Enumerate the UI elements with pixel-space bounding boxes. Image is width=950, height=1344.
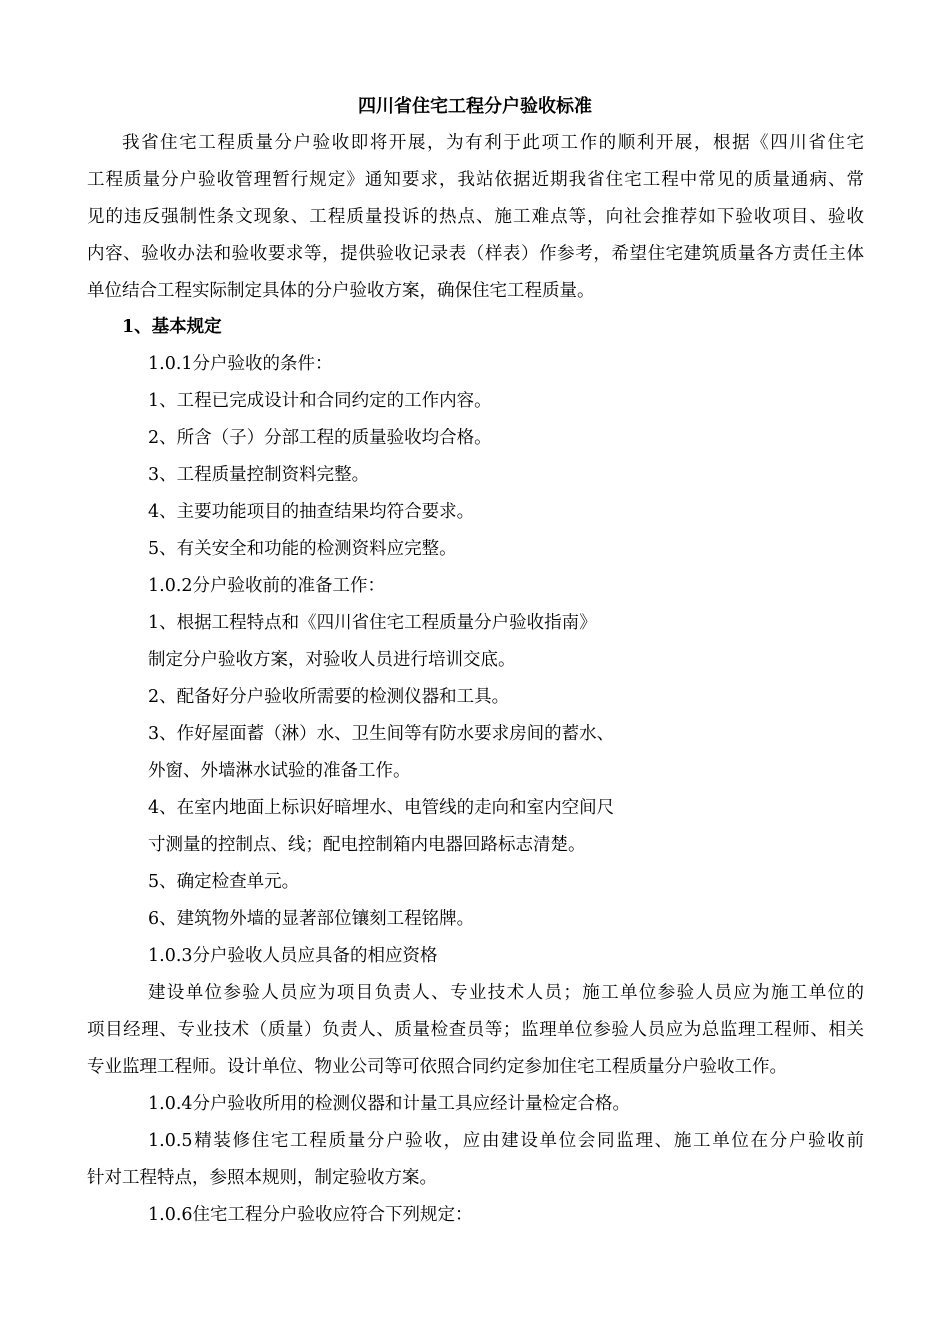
intro-line: 内容、验收办法和验收要求等，提供验收记录表（样表）作参考，希望住宅建筑质量各方责任主体 — [87, 244, 864, 264]
intro-line: 我省住宅工程质量分户验收即将开展，为有利于此项工作的顺利开展，根据《四川省住宅 — [122, 133, 864, 153]
intro-line: 单位结合工程实际制定具体的分户验收方案，确保住宅工程质量。 — [87, 281, 595, 301]
subsection-heading: 1.0.2分户验收前的准备工作： — [148, 576, 386, 596]
document-title: 四川省住宅工程分户验收标准 — [358, 96, 592, 117]
list-item: 2、所含（子）分部工程的质量验收均合格。 — [148, 428, 492, 448]
list-item: 4、在室内地面上标识好暗埋水、电管线的走向和室内空间尺 — [148, 798, 615, 818]
subsection-heading: 1.0.6住宅工程分户验收应符合下列规定： — [148, 1205, 473, 1225]
list-item: 6、建筑物外墙的显著部位镶刻工程铭牌。 — [148, 909, 475, 929]
list-item: 4、主要功能项目的抽查结果均符合要求。 — [148, 502, 475, 522]
list-item: 5、确定检查单元。 — [148, 872, 300, 892]
subsection-heading: 1.0.5精装修住宅工程质量分户验收，应由建设单位会同监理、施工单位在分户验收前 — [148, 1131, 864, 1151]
intro-line: 见的违反强制性条文现象、工程质量投诉的热点、施工难点等，向社会推荐如下验收项目、验收 — [87, 207, 864, 227]
list-item: 3、工程质量控制资料完整。 — [148, 465, 370, 485]
subsection-heading: 1.0.1分户验收的条件： — [148, 354, 333, 374]
list-item: 2、配备好分户验收所需要的检测仪器和工具。 — [148, 687, 510, 707]
paragraph-line: 针对工程特点，参照本规则，制定验收方案。 — [87, 1168, 437, 1188]
section-heading: 1、基本规定 — [122, 317, 222, 337]
list-item: 1、工程已完成设计和合同约定的工作内容。 — [148, 391, 492, 411]
list-item-continued: 外窗、外墙淋水试验的准备工作。 — [148, 761, 411, 781]
paragraph-line: 项目经理、专业技术（质量）负责人、质量检查员等；监理单位参验人员应为总监理工程师、相关 — [87, 1020, 864, 1040]
list-item: 1、根据工程特点和《四川省住宅工程质量分户验收指南》 — [148, 613, 597, 633]
list-item: 5、有关安全和功能的检测资料应完整。 — [148, 539, 457, 559]
list-item-continued: 制定分户验收方案，对验收人员进行培训交底。 — [148, 650, 516, 670]
subsection-heading: 1.0.4分户验收所用的检测仪器和计量工具应经计量检定合格。 — [148, 1094, 631, 1114]
paragraph-line: 建设单位参验人员应为项目负责人、专业技术人员；施工单位参验人员应为施工单位的 — [148, 983, 864, 1003]
subsection-heading: 1.0.3分户验收人员应具备的相应资格 — [148, 946, 438, 966]
paragraph-line: 专业监理工程师。设计单位、物业公司等可依照合同约定参加住宅工程质量分户验收工作。 — [87, 1057, 787, 1077]
intro-line: 工程质量分户验收管理暂行规定》通知要求，我站依据近期我省住宅工程中常见的质量通病、常 — [87, 170, 864, 190]
list-item: 3、作好屋面蓄（淋）水、卫生间等有防水要求房间的蓄水、 — [148, 724, 615, 744]
list-item-continued: 寸测量的控制点、线；配电控制箱内电器回路标志清楚。 — [148, 835, 586, 855]
